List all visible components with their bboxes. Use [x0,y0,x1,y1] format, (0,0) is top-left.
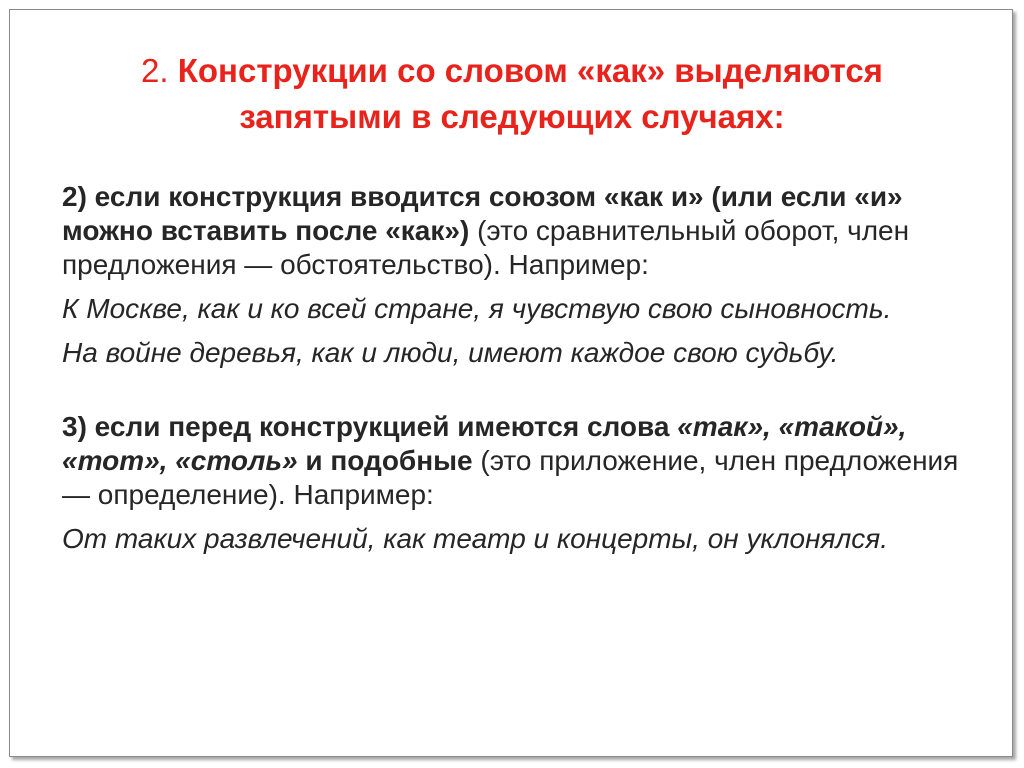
rule-3-condition-end: и подобные [297,445,473,476]
slide-content [62,180,962,566]
slide-title [60,48,964,140]
rule-2-example-1: К Москве, как и ко всей стране, я чувствую свою сыновность. [62,293,892,324]
rule-3-key-words: «так», «такой», «тот», «столь» [62,411,907,476]
title-text: Конструкции со словом «как» выделяются запятыми в следующих случаях: [177,52,883,135]
rule-2-explanation: (это сравнительный оборот, член предложения — обстоятельство). Например: [62,215,910,280]
rule-2-condition: 2) если конструкция вводится союзом «как и» (или если «и» можно вставить после «как») [62,181,903,246]
rule-3-example-1: От таких развлечений, как театр и концерты, он уклонялся. [62,523,888,554]
rule-3-condition-start: 3) если перед конструкцией имеются слова [62,411,678,442]
rule-3-paragraph [62,410,962,512]
rule-3-explanation: (это приложение, член предложения — определение). Например: [62,445,959,510]
rule-2-example-2: На войне деревья, как и люди, имеют каждое свою судьбу. [62,337,839,368]
rule-2-paragraph [62,180,962,282]
title-number: 2. [141,52,169,89]
